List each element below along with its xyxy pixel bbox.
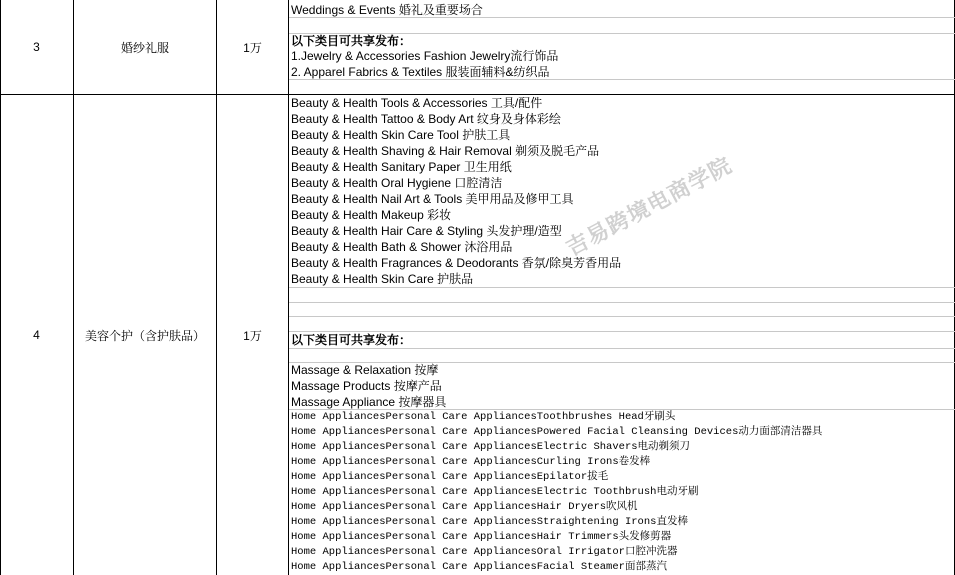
appliance-line: Home AppliancesPersonal Care AppliancesEpilator拔毛 (291, 471, 609, 483)
amount: 1万 (243, 40, 262, 55)
appliance-line: Home AppliancesPersonal Care AppliancesPowered Facial Cleansing Devices动力面部清洁器具 (291, 426, 823, 438)
category-line: Beauty & Health Oral Hygiene 口腔清洁 (291, 176, 503, 190)
category-line: 2. Apparel Fabrics & Textiles 服装面辅料&纺织品 (291, 65, 550, 79)
category-line: Beauty & Health Nail Art & Tools 美甲用品及修甲工具 (291, 192, 574, 206)
cell-divider (289, 331, 955, 332)
cell-divider (289, 362, 955, 363)
category-line: Beauty & Health Skin Care 护肤品 (291, 272, 474, 286)
cell-divider (289, 409, 955, 410)
cell-divider (289, 287, 955, 288)
category-line: Beauty & Health Tools & Accessories 工具/配件 (291, 96, 543, 110)
category-line: Beauty & Health Fragrances & Deodorants 香氛/除臭芳香用品 (291, 256, 622, 270)
category-line: Beauty & Health Skin Care Tool 护肤工具 (291, 128, 511, 142)
appliance-line: Home AppliancesPersonal Care AppliancesElectric Shavers电动剃须刀 (291, 441, 691, 453)
row-number: 3 (33, 40, 40, 54)
appliance-line: Home AppliancesPersonal Care AppliancesCurling Irons卷发棒 (291, 456, 651, 468)
category-line: Beauty & Health Makeup 彩妆 (291, 208, 452, 222)
cell-divider (289, 348, 955, 349)
cell-divider (289, 316, 955, 317)
category-name: 美容个护（含护肤品） (84, 328, 205, 343)
appliance-line: Home AppliancesPersonal Care AppliancesToothbrushes Head牙刷头 (291, 411, 676, 423)
category-line: Beauty & Health Hair Care & Styling 头发护理/造型 (291, 224, 562, 238)
appliance-line: Home AppliancesPersonal Care AppliancesOral Irrigator口腔冲洗器 (291, 546, 678, 558)
category-line: Beauty & Health Bath & Shower 沐浴用品 (291, 240, 513, 254)
shared-category-heading: 以下类目可共享发布： (291, 34, 412, 48)
cell-divider (289, 302, 955, 303)
appliance-line: Home AppliancesPersonal Care AppliancesHair Trimmers头发修剪器 (291, 531, 672, 543)
category-line: Massage & Relaxation 按摩 (291, 363, 439, 377)
category-line: Beauty & Health Tattoo & Body Art 纹身及身体彩绘 (291, 112, 561, 126)
appliance-line: Home AppliancesPersonal Care AppliancesStraightening Irons直发棒 (291, 516, 688, 528)
category-line: Massage Appliance 按摩器具 (291, 395, 447, 409)
appliance-line: Home AppliancesPersonal Care AppliancesElectric Toothbrush电动牙刷 (291, 486, 699, 498)
watermark: 吉易跨境电商学院 (561, 152, 737, 261)
appliance-line: Home AppliancesPersonal Care AppliancesHair Dryers吹风机 (291, 501, 638, 513)
category-line: Beauty & Health Sanitary Paper 卫生用纸 (291, 160, 512, 174)
appliance-line: Home AppliancesPersonal Care AppliancesFacial Steamer面部蒸汽 (291, 561, 667, 573)
category-line: Weddings & Events 婚礼及重要场合 (291, 3, 483, 17)
category-line: 1.Jewelry & Accessories Fashion Jewelry流行饰品 (291, 49, 559, 63)
shared-category-heading: 以下类目可共享发布： (291, 333, 412, 347)
amount: 1万 (243, 328, 262, 343)
category-line: Beauty & Health Shaving & Hair Removal 剃须及脱毛产品 (291, 144, 600, 158)
row-number: 4 (33, 328, 40, 342)
category-name: 婚纱礼服 (120, 40, 169, 55)
category-line: Massage Products 按摩产品 (291, 379, 442, 393)
